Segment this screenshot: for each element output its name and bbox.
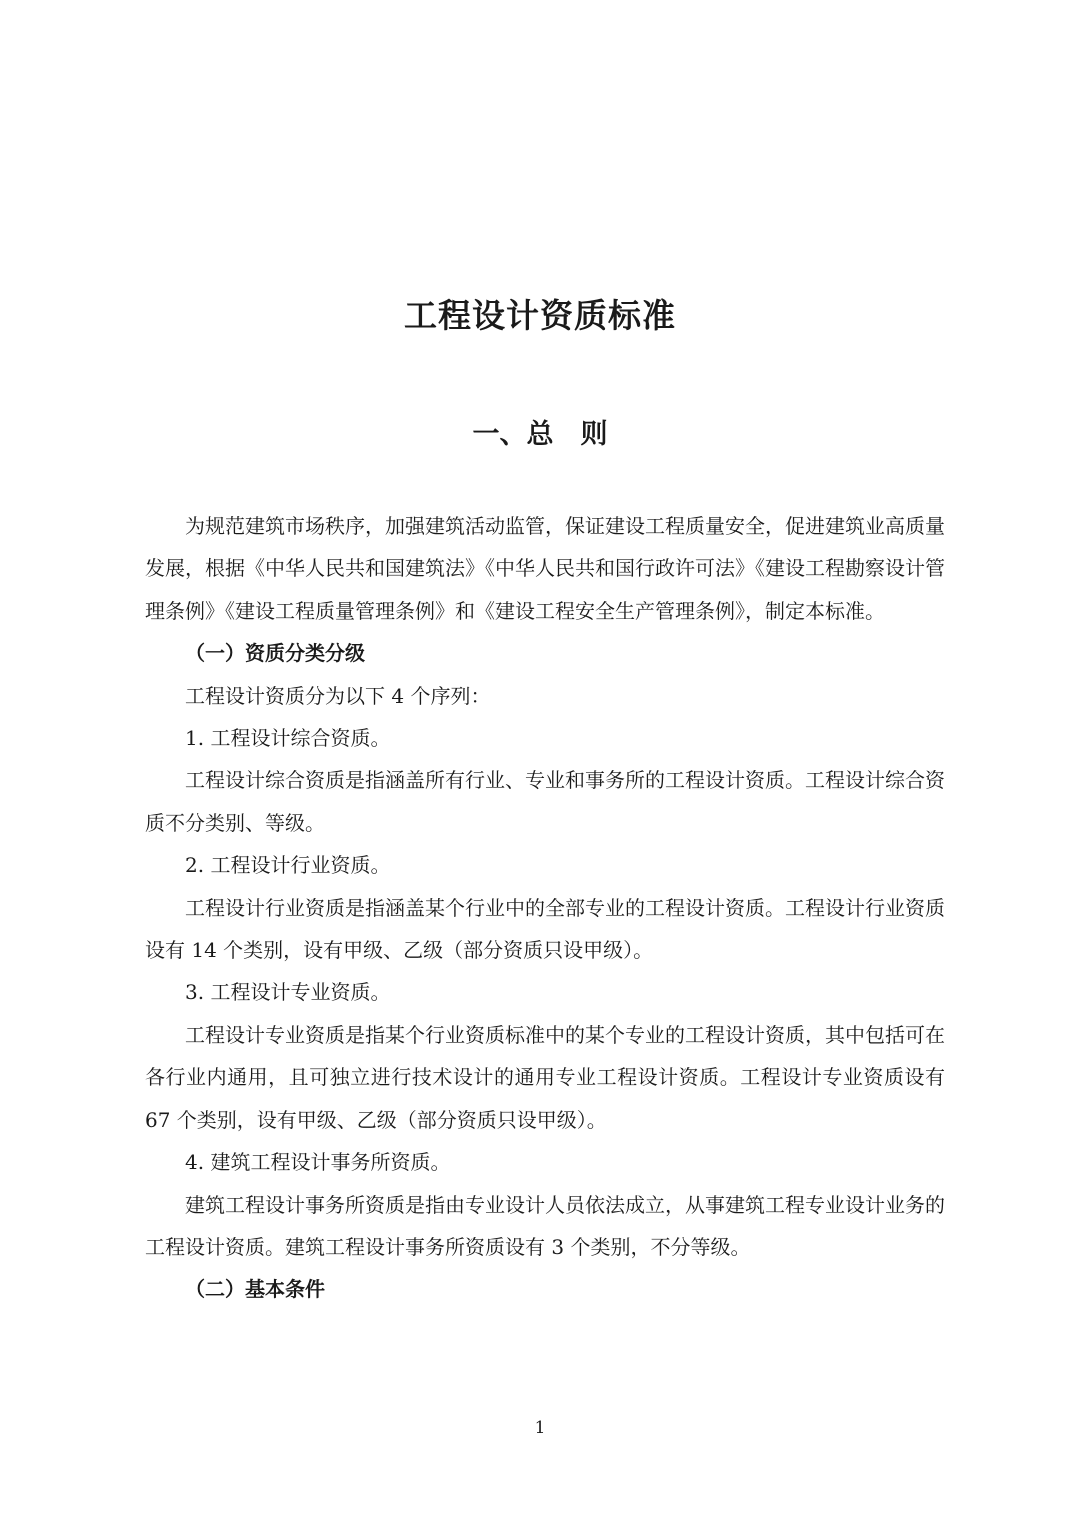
body-paragraph: 建筑工程设计事务所资质是指由专业设计人员依法成立，从事建筑工程专业设计业务的工程设计资质。建筑工程设计事务所资质设有 3 个类别，不分等级。 — [145, 1192, 945, 1259]
list-item: 4. 建筑工程设计事务所资质。 — [185, 1150, 451, 1175]
document-body — [145, 505, 945, 1311]
list-item: 2. 工程设计行业资质。 — [185, 853, 391, 878]
body-paragraph: 工程设计行业资质是指涵盖某个行业中的全部专业的工程设计资质。工程设计行业资质设有 14 个类别，设有甲级、乙级（部分资质只设甲级）。 — [145, 895, 945, 963]
subheading-classification: （一）资质分类分级 — [185, 641, 365, 666]
body-paragraph: 工程设计综合资质是指涵盖所有行业、专业和事务所的工程设计资质。工程设计综合资质不分类别、等级。 — [145, 768, 945, 835]
subheading-basic-conditions: （二）基本条件 — [185, 1277, 325, 1302]
document-title: 工程设计资质标准 — [404, 296, 676, 335]
intro-paragraph: 为规范建筑市场秩序，加强建筑活动监管，保证建设工程质量安全，促进建筑业高质量发展，根据《中华人民共和国建筑法》《中华人民共和国行政许可法》《建设工程勘察设计管理条例》《建设工程质量管理条例》和《建设工程安全生产管理条例》，制定本标准。 — [145, 514, 945, 623]
page-number: 1 — [534, 1418, 546, 1438]
list-item: 3. 工程设计专业资质。 — [185, 980, 391, 1005]
body-paragraph: 工程设计专业资质是指某个行业资质标准中的某个专业的工程设计资质，其中包括可在各行业内通用，且可独立进行技术设计的通用专业工程设计资质。工程设计专业资质设有 67 个类别，设有甲级、乙级（部分资质只设甲级）。 — [145, 1022, 945, 1132]
section-title: 一、总 则 — [472, 419, 608, 450]
list-item: 1. 工程设计综合资质。 — [185, 726, 391, 751]
body-paragraph: 工程设计资质分为以下 4 个序列： — [185, 683, 491, 708]
